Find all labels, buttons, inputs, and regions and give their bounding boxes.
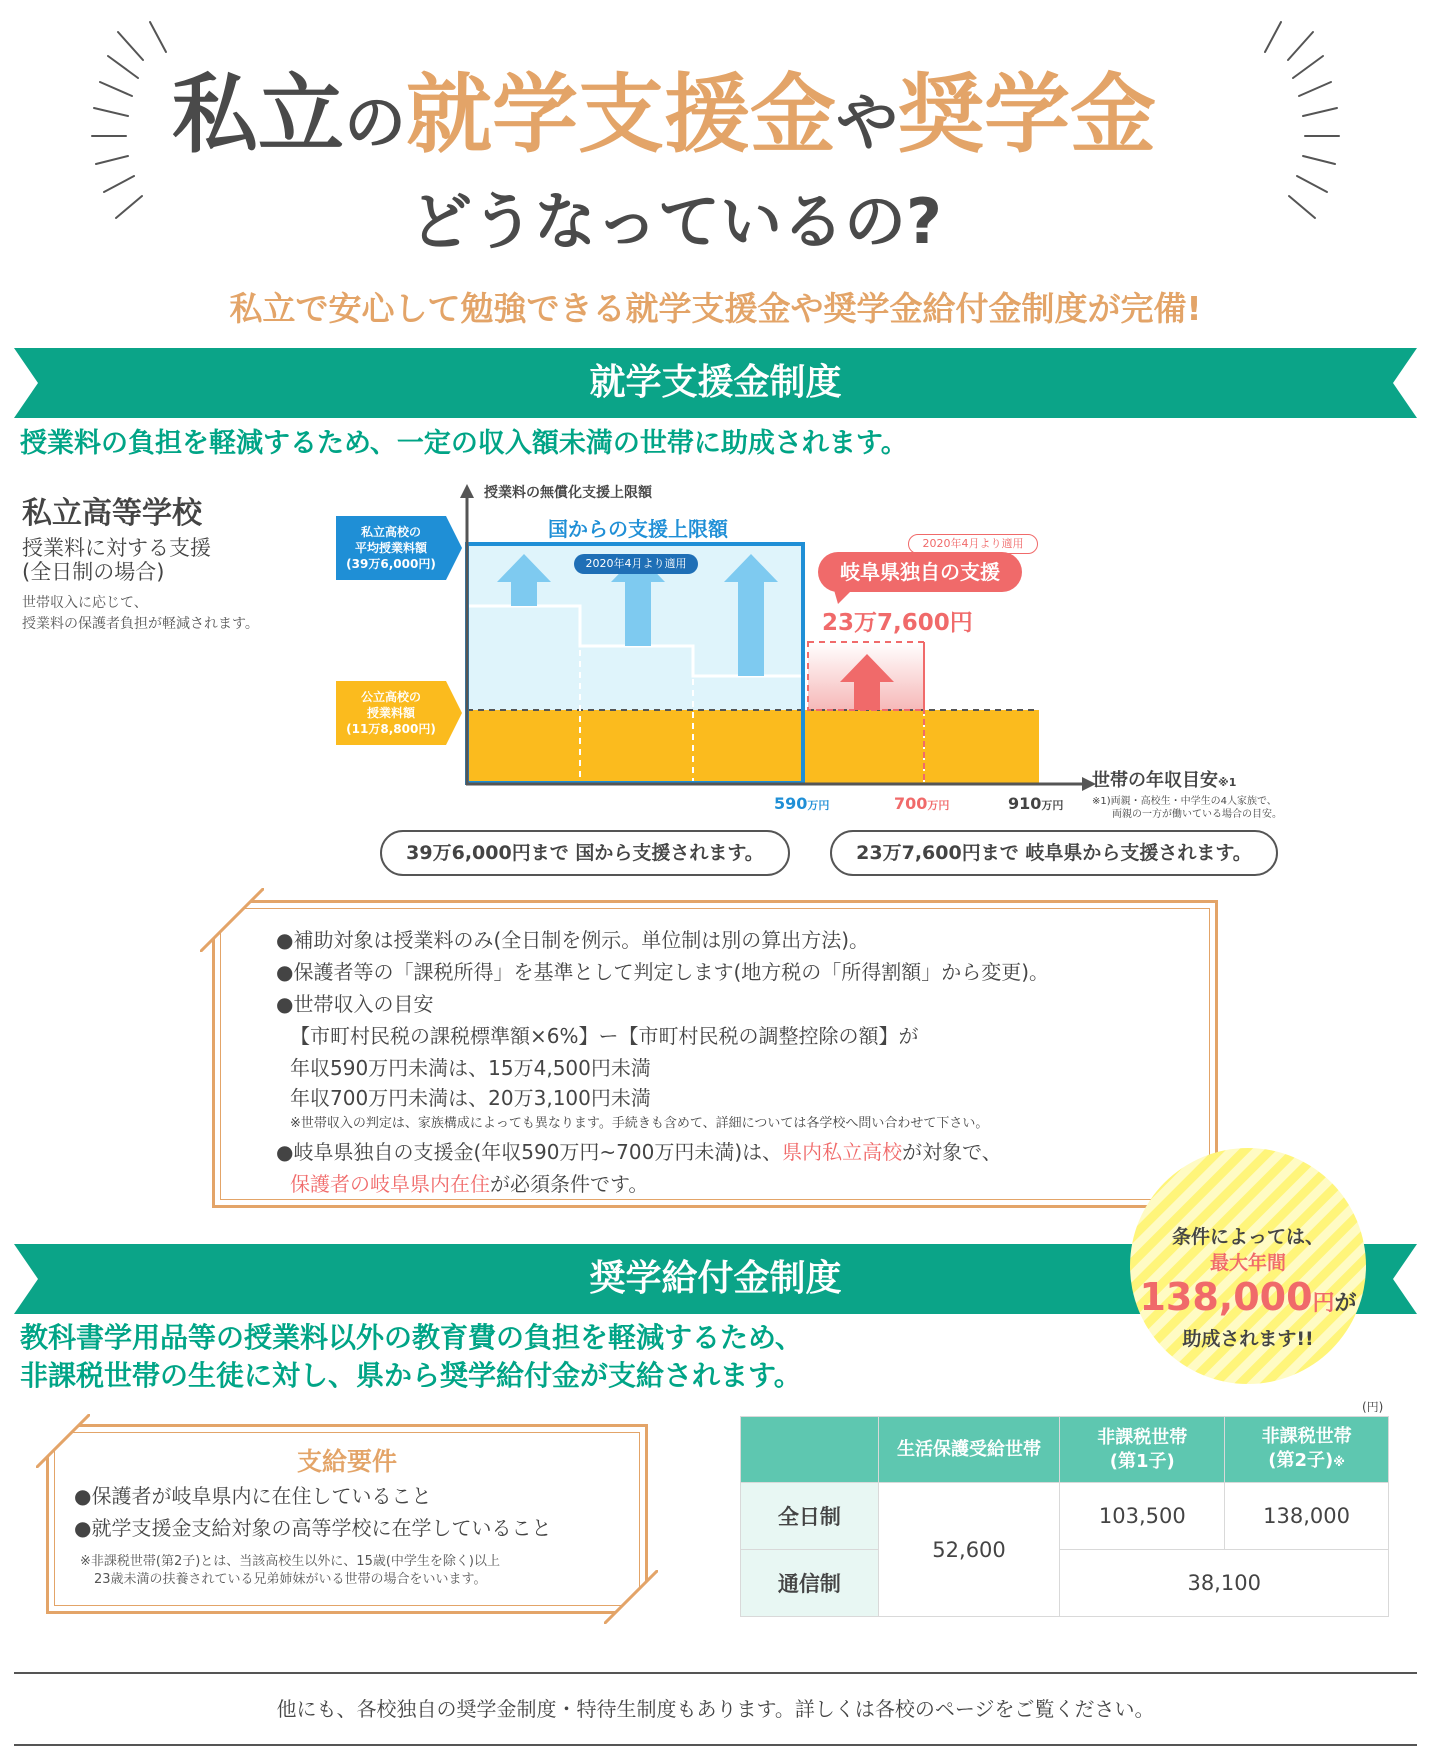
- section2-lead2: 非課税世帯の生徒に対し、県から奨学給付金が支給されます。: [20, 1359, 802, 1392]
- note-item-8: [276, 1136, 1049, 1168]
- tick-700: [894, 794, 949, 813]
- table-header-second-child-l2: [1225, 1449, 1388, 1474]
- tag-2020-national: 2020年4月より適用: [574, 554, 698, 574]
- footer-rule-bottom: [14, 1744, 1417, 1746]
- private-hs-note2: 授業料の保護者負担が軽減されます。: [22, 616, 259, 632]
- chart-x-label-text: 世帯の年収目安: [1092, 770, 1218, 791]
- note-item-1: ●補助対象は授業料のみ(全日制を例示。単位制は別の算出方法)。: [276, 928, 870, 952]
- tick-590-unit: 万円: [807, 799, 830, 812]
- gifu-support-callout: 岐阜県独自の支援: [818, 552, 1022, 592]
- tick-910: [1008, 794, 1063, 813]
- badge-line4: 助成されます!!: [1182, 1328, 1314, 1350]
- gifu-support-amount: 23万7,600円: [822, 610, 973, 636]
- headline-private: 私立: [172, 65, 344, 165]
- public-area: [467, 710, 1039, 783]
- table-header-first-child: [1060, 1417, 1225, 1483]
- badge-unit: 円: [1312, 1291, 1335, 1316]
- note-item-4: 【市町村民税の課税標準額×6%】ー【市町村民税の調整控除の額】が: [290, 1024, 919, 1048]
- note-item-3: ●世帯収入の目安: [276, 992, 434, 1016]
- tick-700-unit: 万円: [927, 799, 950, 812]
- footer-text: 他にも、各校独自の奨学金制度・特待生制度もあります。詳しくは各校のページをご覧ください。: [276, 1697, 1155, 1721]
- callout-tail: [834, 590, 854, 604]
- note-item-8-b: 県内私立高校: [782, 1140, 903, 1164]
- section-banner-title: 就学支援金制度: [589, 362, 842, 403]
- headline-line2: どうなっているの?: [410, 185, 942, 258]
- table-header-second-child-mark: ※: [1333, 1455, 1345, 1469]
- headline-scholarship: 奨学金: [898, 65, 1157, 165]
- flag-public-l2: 授業料額: [366, 706, 415, 720]
- flag-public-l3: (11万8,800円): [346, 722, 436, 736]
- private-hs-note1: 世帯収入に応じて、: [22, 595, 148, 611]
- scholarship-table: [740, 1416, 1389, 1617]
- badge-line1: 条件によっては、: [1171, 1226, 1324, 1248]
- badge-suffix: が: [1334, 1291, 1357, 1316]
- note-item-8-c: が対象で、: [902, 1140, 1002, 1164]
- section-banner-title: 奨学給付金制度: [589, 1258, 842, 1299]
- requirements-box-fold-corner-br: [604, 1570, 658, 1624]
- cell-correspondence: 38,100: [1060, 1550, 1389, 1617]
- notes-box-fold-corner: [200, 888, 264, 952]
- tick-910-num: 910: [1008, 794, 1042, 813]
- headline-ya: や: [836, 86, 899, 159]
- note-item-9-a: 保護者の岐阜県内在住: [290, 1172, 490, 1196]
- row-header-fulltime: 全日制: [741, 1483, 879, 1550]
- row-header-correspondence: 通信制: [741, 1550, 879, 1617]
- chart-x-note1: ※1)両親・高校生・中学生の4人家族で、: [1092, 796, 1277, 807]
- requirement-item-1: ●保護者が岐阜県内に在住していること: [74, 1484, 432, 1508]
- table-corner: [741, 1417, 879, 1483]
- chart-x-label: [1092, 766, 1236, 792]
- note-item-7: ※世帯収入の判定は、家族構成によっても異なります。手続きも含めて、詳細については各学校へ問い合わせて下さい。: [290, 1116, 989, 1131]
- note-item-5: 年収590万円未満は、15万4,500円未満: [290, 1056, 651, 1080]
- flag-private-l3: (39万6,000円): [346, 557, 436, 571]
- table-unit: (円): [1362, 1400, 1384, 1414]
- section2-lead1: 教科書学用品等の授業料以外の教育費の負担を軽減するため、: [20, 1321, 803, 1354]
- table-header-second-child-l1: 非課税世帯: [1261, 1426, 1352, 1447]
- badge-amount-line: [1128, 1276, 1368, 1326]
- chart-x-label-mark: ※1: [1218, 776, 1237, 789]
- chart-x-note2: 両親の一方が働いている場合の目安。: [1112, 809, 1282, 820]
- tick-700-num: 700: [894, 794, 928, 813]
- national-limit-label: 国からの支援上限額: [548, 517, 728, 541]
- requirements-note1: ※非課税世帯(第2子)とは、当該高校生以外に、15歳(中学生を除く)以上: [80, 1554, 500, 1569]
- table-header-first-child-l2: (第1子): [1109, 1450, 1175, 1472]
- requirements-note2: 23歳未満の扶養されている兄弟姉妹がいる世帯の場合をいいます。: [94, 1572, 487, 1587]
- section1-lead: 授業料の負担を軽減するため、一定の収入額未満の世帯に助成されます。: [20, 428, 908, 459]
- tick-590-num: 590: [774, 794, 808, 813]
- note-item-2: ●保護者等の「課税所得」を基準として判定します(地方税の「所得割額」から変更)。: [276, 960, 1050, 984]
- headline-support: 就学支援金: [406, 65, 837, 165]
- cell-fulltime-first: 103,500: [1060, 1483, 1225, 1550]
- badge-line2: 最大年間: [1209, 1252, 1286, 1274]
- table-header-welfare: 生活保護受給世帯: [878, 1417, 1060, 1483]
- tick-910-unit: 万円: [1041, 799, 1064, 812]
- badge-amount: 138,000: [1139, 1275, 1313, 1319]
- flag-public-l1: 公立高校の: [360, 690, 421, 704]
- flag-private-l1: 私立高校の: [360, 525, 421, 539]
- note-item-6: 年収700万円未満は、20万3,100円未満: [290, 1086, 651, 1110]
- table-header-second-child: [1225, 1417, 1389, 1483]
- headline-no: の: [344, 86, 407, 159]
- tick-590: [774, 794, 829, 813]
- footer-rule-top: [14, 1672, 1417, 1674]
- flag-public: [336, 681, 446, 745]
- speech-bubble-gifu: 23万7,600円まで 岐阜県から支援されます。: [830, 830, 1278, 876]
- table-header-first-child-l1: 非課税世帯: [1097, 1426, 1188, 1448]
- note-item-8-a: ●岐阜県独自の支援金(年収590万円~700万円未満)は、: [276, 1140, 783, 1164]
- subtitle: 私立で安心して勉強できる就学支援金や奨学金給付金制度が完備!: [229, 289, 1202, 328]
- requirement-item-2: ●就学支援金支給対象の高等学校に在学していること: [74, 1516, 552, 1540]
- private-hs-sub1: 授業料に対する支援: [22, 536, 211, 560]
- private-hs-sub2: (全日制の場合): [22, 560, 165, 584]
- max-amount-badge: [1128, 1224, 1368, 1352]
- flag-private-l2: 平均授業料額: [354, 541, 427, 555]
- flag-private: [336, 516, 446, 580]
- table-header-second-child-l2-text: (第2子): [1268, 1450, 1334, 1471]
- cell-fulltime-second: 138,000: [1225, 1483, 1389, 1550]
- private-hs-title: 私立高等学校: [22, 496, 202, 531]
- section-banner-support: [14, 348, 1417, 418]
- note-item-9: [276, 1168, 1049, 1200]
- tag-2020-gifu: 2020年4月より適用: [908, 534, 1038, 554]
- headline-line1: [172, 65, 1157, 165]
- notes-list: [276, 924, 1049, 1200]
- note-item-9-b: が必須条件です。: [490, 1172, 649, 1196]
- cell-welfare: 52,600: [878, 1483, 1060, 1617]
- requirements-title: 支給要件: [296, 1447, 397, 1476]
- speech-bubble-national: 39万6,000円まで 国から支援されます。: [380, 830, 790, 876]
- chart-y-label: 授業料の無償化支援上限額: [484, 485, 652, 501]
